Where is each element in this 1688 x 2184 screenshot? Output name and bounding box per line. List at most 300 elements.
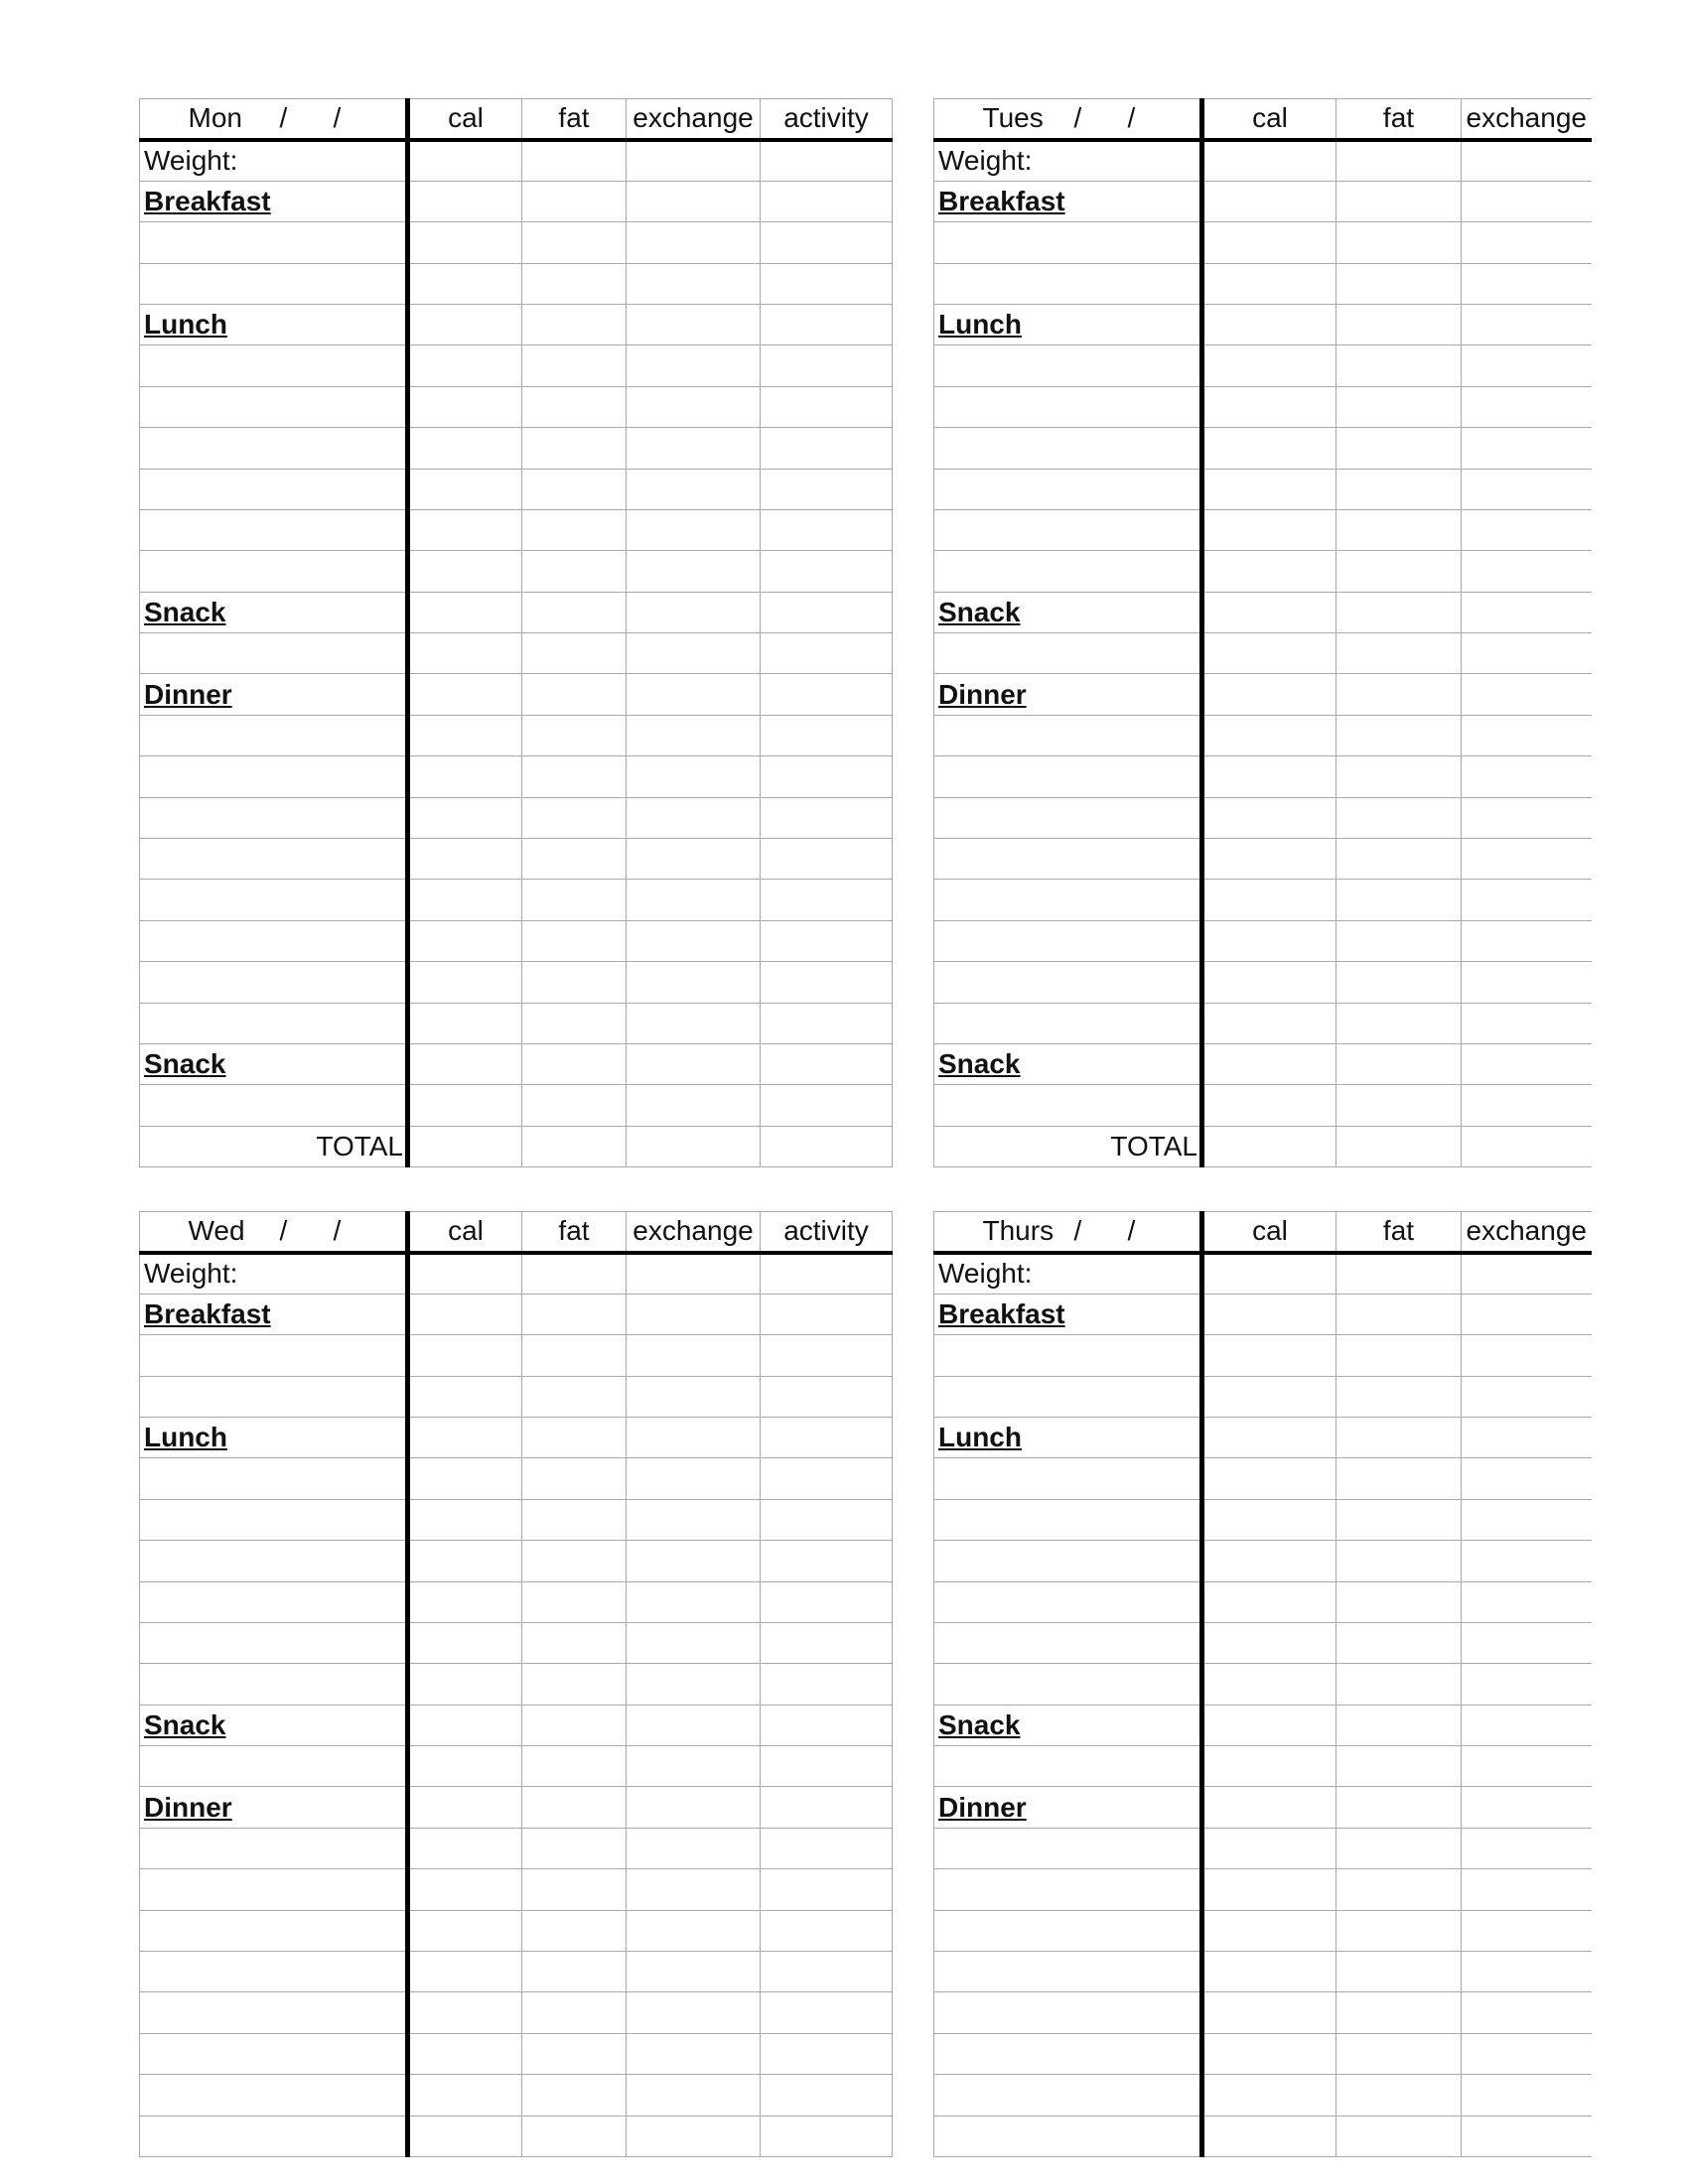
exchange-entry-cell[interactable]	[627, 1787, 761, 1828]
fat-entry-cell[interactable]	[1336, 2033, 1462, 2074]
food-entry-cell[interactable]	[140, 1869, 408, 1910]
fat-entry-cell[interactable]	[1336, 1335, 1462, 1376]
activity-entry-cell[interactable]	[761, 1992, 893, 2033]
activity-entry-cell[interactable]	[761, 962, 893, 1003]
fat-entry-cell[interactable]	[522, 2075, 627, 2116]
exchange-entry-cell[interactable]	[1462, 1705, 1592, 1745]
fat-entry-cell[interactable]	[1336, 1541, 1462, 1581]
fat-entry-cell[interactable]	[1336, 345, 1462, 386]
exchange-entry-cell[interactable]	[627, 345, 761, 386]
cal-entry-cell[interactable]	[408, 1992, 522, 2033]
food-entry-cell[interactable]	[140, 428, 408, 469]
food-entry-cell[interactable]	[934, 428, 1202, 469]
cal-entry-cell[interactable]	[1202, 1992, 1336, 2033]
exchange-entry-cell[interactable]	[627, 551, 761, 592]
fat-entry-cell[interactable]	[1336, 386, 1462, 427]
food-entry-cell[interactable]	[140, 2075, 408, 2116]
exchange-entry-cell[interactable]	[1462, 1043, 1592, 1084]
exchange-entry-cell[interactable]	[627, 181, 761, 221]
exchange-entry-cell[interactable]	[627, 140, 761, 181]
fat-entry-cell[interactable]	[522, 1705, 627, 1745]
food-entry-cell[interactable]	[934, 715, 1202, 755]
cal-entry-cell[interactable]	[1202, 839, 1336, 880]
cal-entry-cell[interactable]	[1202, 592, 1336, 632]
cal-entry-cell[interactable]	[408, 1910, 522, 1951]
food-entry-cell[interactable]	[140, 715, 408, 755]
cal-entry-cell[interactable]	[408, 551, 522, 592]
cal-entry-cell[interactable]	[1202, 1664, 1336, 1705]
cal-entry-cell[interactable]	[1202, 1622, 1336, 1663]
cal-entry-cell[interactable]	[408, 1952, 522, 1992]
fat-entry-cell[interactable]	[522, 1664, 627, 1705]
food-entry-cell[interactable]	[140, 2033, 408, 2074]
exchange-entry-cell[interactable]	[627, 715, 761, 755]
activity-entry-cell[interactable]	[761, 140, 893, 181]
activity-entry-cell[interactable]	[761, 674, 893, 715]
exchange-entry-cell[interactable]	[1462, 920, 1592, 961]
exchange-entry-cell[interactable]	[627, 633, 761, 674]
exchange-entry-cell[interactable]	[627, 1622, 761, 1663]
fat-entry-cell[interactable]	[1336, 1376, 1462, 1417]
exchange-entry-cell[interactable]	[1462, 263, 1592, 304]
exchange-entry-cell[interactable]	[627, 2033, 761, 2074]
exchange-entry-cell[interactable]	[627, 469, 761, 509]
activity-entry-cell[interactable]	[761, 1869, 893, 1910]
food-entry-cell[interactable]	[140, 1335, 408, 1376]
fat-entry-cell[interactable]	[522, 509, 627, 550]
cal-entry-cell[interactable]	[408, 1043, 522, 1084]
fat-entry-cell[interactable]	[522, 551, 627, 592]
cal-entry-cell[interactable]	[1202, 633, 1336, 674]
cal-entry-cell[interactable]	[1202, 1746, 1336, 1787]
exchange-entry-cell[interactable]	[1462, 674, 1592, 715]
food-entry-cell[interactable]	[140, 1541, 408, 1581]
fat-entry-cell[interactable]	[522, 1787, 627, 1828]
fat-entry-cell[interactable]	[522, 1499, 627, 1540]
food-entry-cell[interactable]	[140, 1746, 408, 1787]
fat-entry-cell[interactable]	[522, 140, 627, 181]
cal-entry-cell[interactable]	[408, 140, 522, 181]
total-cal-cell[interactable]	[408, 1126, 522, 1166]
food-entry-cell[interactable]	[140, 1622, 408, 1663]
food-entry-cell[interactable]	[140, 1003, 408, 1043]
cal-entry-cell[interactable]	[1202, 1581, 1336, 1622]
activity-entry-cell[interactable]	[761, 551, 893, 592]
activity-entry-cell[interactable]	[761, 1253, 893, 1294]
cal-entry-cell[interactable]	[408, 962, 522, 1003]
exchange-entry-cell[interactable]	[627, 2116, 761, 2156]
exchange-entry-cell[interactable]	[627, 1952, 761, 1992]
food-entry-cell[interactable]	[934, 1458, 1202, 1499]
exchange-entry-cell[interactable]	[627, 1992, 761, 2033]
exchange-entry-cell[interactable]	[1462, 1376, 1592, 1417]
meal-section-snack[interactable]	[934, 1043, 1202, 1084]
cal-entry-cell[interactable]	[408, 1664, 522, 1705]
exchange-entry-cell[interactable]	[627, 920, 761, 961]
fat-entry-cell[interactable]	[1336, 1622, 1462, 1663]
exchange-entry-cell[interactable]	[1462, 962, 1592, 1003]
activity-entry-cell[interactable]	[761, 1294, 893, 1334]
fat-entry-cell[interactable]	[522, 1253, 627, 1294]
meal-section-dinner[interactable]	[140, 1787, 408, 1828]
exchange-entry-cell[interactable]	[627, 1003, 761, 1043]
cal-entry-cell[interactable]	[1202, 428, 1336, 469]
fat-entry-cell[interactable]	[522, 1294, 627, 1334]
exchange-entry-cell[interactable]	[627, 592, 761, 632]
exchange-entry-cell[interactable]	[627, 1910, 761, 1951]
fat-entry-cell[interactable]	[522, 674, 627, 715]
fat-entry-cell[interactable]	[1336, 1869, 1462, 1910]
food-entry-cell[interactable]	[140, 1952, 408, 1992]
cal-entry-cell[interactable]	[408, 509, 522, 550]
total-activity-cell[interactable]	[761, 1126, 893, 1166]
activity-entry-cell[interactable]	[761, 1664, 893, 1705]
fat-entry-cell[interactable]	[522, 756, 627, 797]
food-entry-cell[interactable]	[934, 2116, 1202, 2156]
exchange-entry-cell[interactable]	[1462, 1417, 1592, 1457]
meal-section-dinner[interactable]	[140, 674, 408, 715]
fat-entry-cell[interactable]	[522, 345, 627, 386]
fat-entry-cell[interactable]	[1336, 2116, 1462, 2156]
food-entry-cell[interactable]	[934, 797, 1202, 838]
activity-entry-cell[interactable]	[761, 756, 893, 797]
cal-entry-cell[interactable]	[408, 2033, 522, 2074]
exchange-entry-cell[interactable]	[627, 1581, 761, 1622]
cal-entry-cell[interactable]	[1202, 1417, 1336, 1457]
activity-entry-cell[interactable]	[761, 1376, 893, 1417]
exchange-entry-cell[interactable]	[1462, 1458, 1592, 1499]
fat-entry-cell[interactable]	[522, 1992, 627, 2033]
cal-entry-cell[interactable]	[1202, 715, 1336, 755]
exchange-entry-cell[interactable]	[627, 1499, 761, 1540]
cal-entry-cell[interactable]	[408, 1746, 522, 1787]
food-entry-cell[interactable]	[934, 1869, 1202, 1910]
food-entry-cell[interactable]	[934, 756, 1202, 797]
activity-entry-cell[interactable]	[761, 2033, 893, 2074]
exchange-entry-cell[interactable]	[627, 1458, 761, 1499]
cal-entry-cell[interactable]	[408, 222, 522, 263]
food-entry-cell[interactable]	[934, 1828, 1202, 1868]
cal-entry-cell[interactable]	[1202, 797, 1336, 838]
cal-entry-cell[interactable]	[408, 1003, 522, 1043]
exchange-entry-cell[interactable]	[1462, 633, 1592, 674]
cal-entry-cell[interactable]	[408, 2116, 522, 2156]
exchange-entry-cell[interactable]	[1462, 1499, 1592, 1540]
exchange-entry-cell[interactable]	[1462, 1746, 1592, 1787]
activity-entry-cell[interactable]	[761, 1458, 893, 1499]
fat-entry-cell[interactable]	[1336, 1294, 1462, 1334]
exchange-entry-cell[interactable]	[1462, 1253, 1592, 1294]
exchange-entry-cell[interactable]	[1462, 386, 1592, 427]
activity-entry-cell[interactable]	[761, 839, 893, 880]
cal-entry-cell[interactable]	[408, 756, 522, 797]
fat-entry-cell[interactable]	[522, 304, 627, 344]
exchange-entry-cell[interactable]	[1462, 756, 1592, 797]
food-entry-cell[interactable]	[140, 345, 408, 386]
food-entry-cell[interactable]	[934, 633, 1202, 674]
fat-entry-cell[interactable]	[1336, 797, 1462, 838]
activity-entry-cell[interactable]	[761, 715, 893, 755]
cal-entry-cell[interactable]	[408, 1581, 522, 1622]
fat-entry-cell[interactable]	[1336, 1499, 1462, 1540]
fat-entry-cell[interactable]	[1336, 1581, 1462, 1622]
food-entry-cell[interactable]	[934, 263, 1202, 304]
fat-entry-cell[interactable]	[1336, 1746, 1462, 1787]
day-date-cell[interactable]	[934, 1212, 1202, 1253]
exchange-entry-cell[interactable]	[1462, 222, 1592, 263]
meal-section-lunch[interactable]	[934, 304, 1202, 344]
fat-entry-cell[interactable]	[1336, 1003, 1462, 1043]
cal-entry-cell[interactable]	[1202, 756, 1336, 797]
fat-entry-cell[interactable]	[1336, 1910, 1462, 1951]
cal-entry-cell[interactable]	[1202, 2033, 1336, 2074]
activity-entry-cell[interactable]	[761, 1417, 893, 1457]
food-entry-cell[interactable]	[140, 839, 408, 880]
meal-section-breakfast[interactable]	[934, 1294, 1202, 1334]
cal-entry-cell[interactable]	[408, 1541, 522, 1581]
total-exchange-cell[interactable]	[1462, 1126, 1592, 1166]
weight-row-label[interactable]	[934, 1253, 1202, 1294]
cal-entry-cell[interactable]	[1202, 1541, 1336, 1581]
activity-entry-cell[interactable]	[761, 1043, 893, 1084]
cal-entry-cell[interactable]	[408, 181, 522, 221]
exchange-entry-cell[interactable]	[1462, 551, 1592, 592]
cal-entry-cell[interactable]	[1202, 1085, 1336, 1126]
cal-entry-cell[interactable]	[408, 1622, 522, 1663]
cal-entry-cell[interactable]	[408, 1335, 522, 1376]
food-entry-cell[interactable]	[934, 1664, 1202, 1705]
exchange-entry-cell[interactable]	[627, 1869, 761, 1910]
cal-entry-cell[interactable]	[1202, 674, 1336, 715]
food-entry-cell[interactable]	[934, 222, 1202, 263]
activity-entry-cell[interactable]	[761, 920, 893, 961]
fat-entry-cell[interactable]	[522, 1746, 627, 1787]
exchange-entry-cell[interactable]	[627, 839, 761, 880]
activity-entry-cell[interactable]	[761, 1952, 893, 1992]
food-entry-cell[interactable]	[934, 1335, 1202, 1376]
activity-entry-cell[interactable]	[761, 263, 893, 304]
activity-entry-cell[interactable]	[761, 797, 893, 838]
fat-entry-cell[interactable]	[1336, 962, 1462, 1003]
cal-entry-cell[interactable]	[408, 1787, 522, 1828]
exchange-entry-cell[interactable]	[1462, 797, 1592, 838]
cal-entry-cell[interactable]	[408, 263, 522, 304]
fat-entry-cell[interactable]	[1336, 1705, 1462, 1745]
total-fat-cell[interactable]	[522, 1126, 627, 1166]
fat-entry-cell[interactable]	[1336, 880, 1462, 920]
fat-entry-cell[interactable]	[522, 1869, 627, 1910]
exchange-entry-cell[interactable]	[1462, 1294, 1592, 1334]
food-entry-cell[interactable]	[934, 962, 1202, 1003]
cal-entry-cell[interactable]	[408, 880, 522, 920]
food-entry-cell[interactable]	[934, 2033, 1202, 2074]
food-entry-cell[interactable]	[140, 1376, 408, 1417]
exchange-entry-cell[interactable]	[627, 428, 761, 469]
exchange-entry-cell[interactable]	[627, 1294, 761, 1334]
activity-entry-cell[interactable]	[761, 2075, 893, 2116]
food-entry-cell[interactable]	[140, 551, 408, 592]
food-entry-cell[interactable]	[140, 633, 408, 674]
activity-entry-cell[interactable]	[761, 1085, 893, 1126]
meal-section-lunch[interactable]	[140, 304, 408, 344]
weight-row-label[interactable]	[140, 140, 408, 181]
activity-entry-cell[interactable]	[761, 428, 893, 469]
activity-entry-cell[interactable]	[761, 1581, 893, 1622]
exchange-entry-cell[interactable]	[627, 1828, 761, 1868]
fat-entry-cell[interactable]	[522, 1417, 627, 1457]
exchange-entry-cell[interactable]	[1462, 1910, 1592, 1951]
fat-entry-cell[interactable]	[1336, 1085, 1462, 1126]
exchange-entry-cell[interactable]	[1462, 469, 1592, 509]
fat-entry-cell[interactable]	[522, 839, 627, 880]
fat-entry-cell[interactable]	[522, 263, 627, 304]
fat-entry-cell[interactable]	[1336, 263, 1462, 304]
fat-entry-cell[interactable]	[522, 880, 627, 920]
exchange-entry-cell[interactable]	[1462, 1952, 1592, 1992]
fat-entry-cell[interactable]	[1336, 2075, 1462, 2116]
exchange-entry-cell[interactable]	[1462, 839, 1592, 880]
meal-section-breakfast[interactable]	[140, 1294, 408, 1334]
cal-entry-cell[interactable]	[1202, 1869, 1336, 1910]
cal-entry-cell[interactable]	[408, 715, 522, 755]
exchange-entry-cell[interactable]	[1462, 592, 1592, 632]
meal-section-snack[interactable]	[934, 592, 1202, 632]
cal-entry-cell[interactable]	[408, 1499, 522, 1540]
food-entry-cell[interactable]	[934, 1085, 1202, 1126]
fat-entry-cell[interactable]	[1336, 428, 1462, 469]
exchange-entry-cell[interactable]	[1462, 1335, 1592, 1376]
cal-entry-cell[interactable]	[1202, 1952, 1336, 1992]
food-entry-cell[interactable]	[140, 1499, 408, 1540]
activity-entry-cell[interactable]	[761, 1828, 893, 1868]
activity-entry-cell[interactable]	[761, 880, 893, 920]
cal-entry-cell[interactable]	[408, 304, 522, 344]
fat-entry-cell[interactable]	[1336, 304, 1462, 344]
cal-entry-cell[interactable]	[1202, 1294, 1336, 1334]
fat-entry-cell[interactable]	[1336, 674, 1462, 715]
exchange-entry-cell[interactable]	[1462, 1828, 1592, 1868]
exchange-entry-cell[interactable]	[1462, 509, 1592, 550]
fat-entry-cell[interactable]	[1336, 1828, 1462, 1868]
cal-entry-cell[interactable]	[1202, 1043, 1336, 1084]
exchange-entry-cell[interactable]	[1462, 1664, 1592, 1705]
food-entry-cell[interactable]	[140, 2116, 408, 2156]
meal-section-breakfast[interactable]	[140, 181, 408, 221]
food-entry-cell[interactable]	[934, 2075, 1202, 2116]
meal-section-lunch[interactable]	[934, 1417, 1202, 1457]
cal-entry-cell[interactable]	[1202, 304, 1336, 344]
food-entry-cell[interactable]	[934, 920, 1202, 961]
exchange-entry-cell[interactable]	[627, 797, 761, 838]
exchange-entry-cell[interactable]	[627, 1705, 761, 1745]
food-entry-cell[interactable]	[140, 1458, 408, 1499]
activity-entry-cell[interactable]	[761, 1622, 893, 1663]
exchange-entry-cell[interactable]	[627, 962, 761, 1003]
cal-entry-cell[interactable]	[408, 428, 522, 469]
cal-entry-cell[interactable]	[408, 1417, 522, 1457]
exchange-entry-cell[interactable]	[1462, 304, 1592, 344]
exchange-entry-cell[interactable]	[627, 756, 761, 797]
fat-entry-cell[interactable]	[522, 1043, 627, 1084]
cal-entry-cell[interactable]	[1202, 2116, 1336, 2156]
fat-entry-cell[interactable]	[522, 222, 627, 263]
food-entry-cell[interactable]	[140, 1910, 408, 1951]
exchange-entry-cell[interactable]	[1462, 1622, 1592, 1663]
fat-entry-cell[interactable]	[522, 592, 627, 632]
food-entry-cell[interactable]	[934, 1581, 1202, 1622]
fat-entry-cell[interactable]	[1336, 1458, 1462, 1499]
exchange-entry-cell[interactable]	[627, 1746, 761, 1787]
cal-entry-cell[interactable]	[1202, 920, 1336, 961]
food-entry-cell[interactable]	[934, 839, 1202, 880]
fat-entry-cell[interactable]	[1336, 1787, 1462, 1828]
activity-entry-cell[interactable]	[761, 386, 893, 427]
food-entry-cell[interactable]	[140, 469, 408, 509]
exchange-entry-cell[interactable]	[627, 1541, 761, 1581]
cal-entry-cell[interactable]	[408, 920, 522, 961]
fat-entry-cell[interactable]	[1336, 1664, 1462, 1705]
activity-entry-cell[interactable]	[761, 1787, 893, 1828]
cal-entry-cell[interactable]	[408, 386, 522, 427]
total-fat-cell[interactable]	[1336, 1126, 1462, 1166]
fat-entry-cell[interactable]	[1336, 633, 1462, 674]
activity-entry-cell[interactable]	[761, 1910, 893, 1951]
exchange-entry-cell[interactable]	[1462, 1992, 1592, 2033]
fat-entry-cell[interactable]	[522, 1828, 627, 1868]
meal-section-snack[interactable]	[140, 1705, 408, 1745]
food-entry-cell[interactable]	[934, 1541, 1202, 1581]
food-entry-cell[interactable]	[934, 1952, 1202, 1992]
food-entry-cell[interactable]	[934, 1992, 1202, 2033]
meal-section-breakfast[interactable]	[934, 181, 1202, 221]
meal-section-snack[interactable]	[140, 592, 408, 632]
fat-entry-cell[interactable]	[522, 1541, 627, 1581]
fat-entry-cell[interactable]	[1336, 1417, 1462, 1457]
fat-entry-cell[interactable]	[1336, 1253, 1462, 1294]
activity-entry-cell[interactable]	[761, 1335, 893, 1376]
cal-entry-cell[interactable]	[1202, 551, 1336, 592]
day-date-cell[interactable]	[140, 99, 408, 140]
cal-entry-cell[interactable]	[1202, 1910, 1336, 1951]
fat-entry-cell[interactable]	[522, 1622, 627, 1663]
fat-entry-cell[interactable]	[1336, 715, 1462, 755]
food-entry-cell[interactable]	[934, 509, 1202, 550]
exchange-entry-cell[interactable]	[627, 880, 761, 920]
food-entry-cell[interactable]	[934, 1499, 1202, 1540]
cal-entry-cell[interactable]	[408, 1869, 522, 1910]
food-entry-cell[interactable]	[934, 469, 1202, 509]
food-entry-cell[interactable]	[934, 1910, 1202, 1951]
food-entry-cell[interactable]	[934, 1746, 1202, 1787]
fat-entry-cell[interactable]	[1336, 1992, 1462, 2033]
meal-section-lunch[interactable]	[140, 1417, 408, 1457]
meal-section-dinner[interactable]	[934, 1787, 1202, 1828]
cal-entry-cell[interactable]	[1202, 181, 1336, 221]
activity-entry-cell[interactable]	[761, 181, 893, 221]
exchange-entry-cell[interactable]	[627, 509, 761, 550]
cal-entry-cell[interactable]	[1202, 345, 1336, 386]
fat-entry-cell[interactable]	[522, 1376, 627, 1417]
exchange-entry-cell[interactable]	[1462, 1085, 1592, 1126]
food-entry-cell[interactable]	[934, 1003, 1202, 1043]
food-entry-cell[interactable]	[140, 509, 408, 550]
exchange-entry-cell[interactable]	[1462, 2033, 1592, 2074]
cal-entry-cell[interactable]	[408, 1828, 522, 1868]
cal-entry-cell[interactable]	[1202, 222, 1336, 263]
day-date-cell[interactable]	[934, 99, 1202, 140]
fat-entry-cell[interactable]	[522, 797, 627, 838]
food-entry-cell[interactable]	[140, 920, 408, 961]
